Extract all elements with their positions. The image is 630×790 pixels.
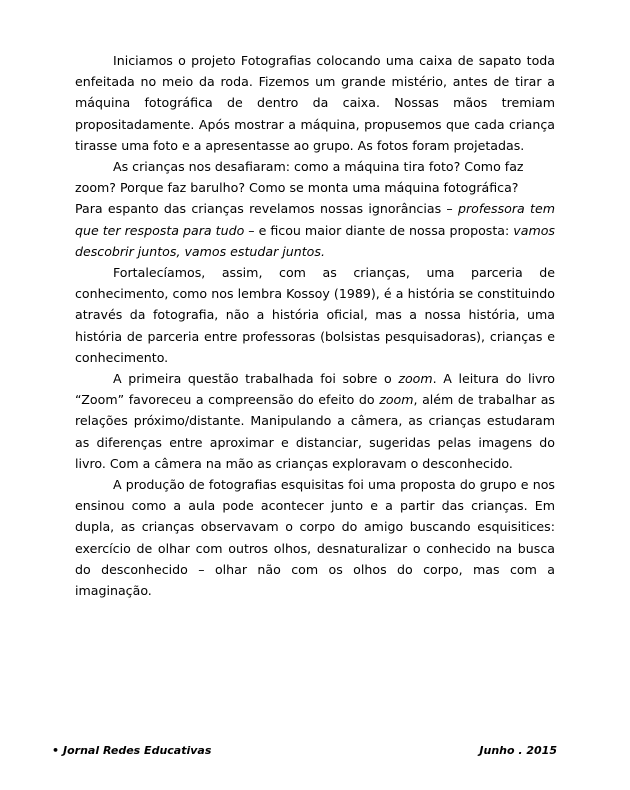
paragraph-2 (75, 156, 555, 198)
text-segment: Iniciamos o projeto Fotografias colocando uma caixa de sapato toda enfeitada no meio da roda. Fizemos um grande mistério, antes de tirar a máquina fotográfica de dentro da caixa. Nossas mãos tremiam propositadamente. Após mostrar a máquina, propusemos que cada criança tirasse uma foto e a apresentasse ao grupo. As fotos foram projetadas. (75, 53, 555, 153)
italic-text-segment: professora tem que ter resposta para tudo (75, 201, 555, 238)
text-segment: A produção de fotografias esquisitas foi uma proposta do grupo e nos ensinou como a aula pode acontecer junto e a partir das crianças. Em dupla, as crianças observavam o corpo do amigo buscando esquisitices: exercício de olhar com outros olhos, desnaturalizar o conhecido na busca do desconhecido – olhar não com os olhos do corpo, mas com a imaginação. (75, 477, 555, 599)
footer-date: Junho . 2015 (479, 744, 557, 757)
footer-bullet: • (52, 744, 60, 757)
italic-text-segment: zoom (379, 392, 414, 408)
text-segment: , além de trabalhar as relações próximo/distante. Manipulando a câmera, as crianças estudaram as diferenças entre aproximar e distanciar, sugeridas pelas imagens do livro. Com a câmera na mão as crianças exploravam o desconhecido. (75, 392, 555, 471)
paragraph-3 (75, 198, 555, 262)
paragraph-1 (75, 50, 555, 156)
text-segment: Fortalecíamos, assim, com as crianças, uma parceria de conhecimento, como nos lembra Kossoy (1989), é a história se constituindo através da fotografia, não a história oficial, mas a nossa história, uma história de parceria entre professoras (bolsistas pesquisadoras), crianças e conhecimento. (75, 265, 555, 365)
text-segment: A primeira questão trabalhada foi sobre o (113, 371, 399, 387)
document-body (75, 50, 555, 601)
italic-text-segment: zoom (398, 371, 433, 387)
text-segment: As crianças nos desafiaram: como a máquina tira foto? Como faz zoom? Porque faz barulho? Como se monta uma máquina fotográfica? (75, 159, 524, 196)
paragraph-6 (75, 474, 555, 601)
paragraph-5 (75, 368, 555, 474)
text-segment: – e ficou maior diante de nossa proposta: (244, 222, 514, 238)
page-footer (52, 744, 557, 760)
italic-text-segment: vamos descobrir juntos, vamos estudar juntos. (75, 222, 555, 259)
footer-journal-name (52, 744, 211, 757)
footer-journal-label: Jornal Redes Educativas (63, 744, 212, 757)
text-segment: . A leitura do livro “Zoom” favoreceu a compreensão do efeito do (75, 371, 555, 408)
text-segment: Para espanto das crianças revelamos nossas ignorâncias – (75, 201, 458, 217)
paragraph-4 (75, 262, 555, 368)
